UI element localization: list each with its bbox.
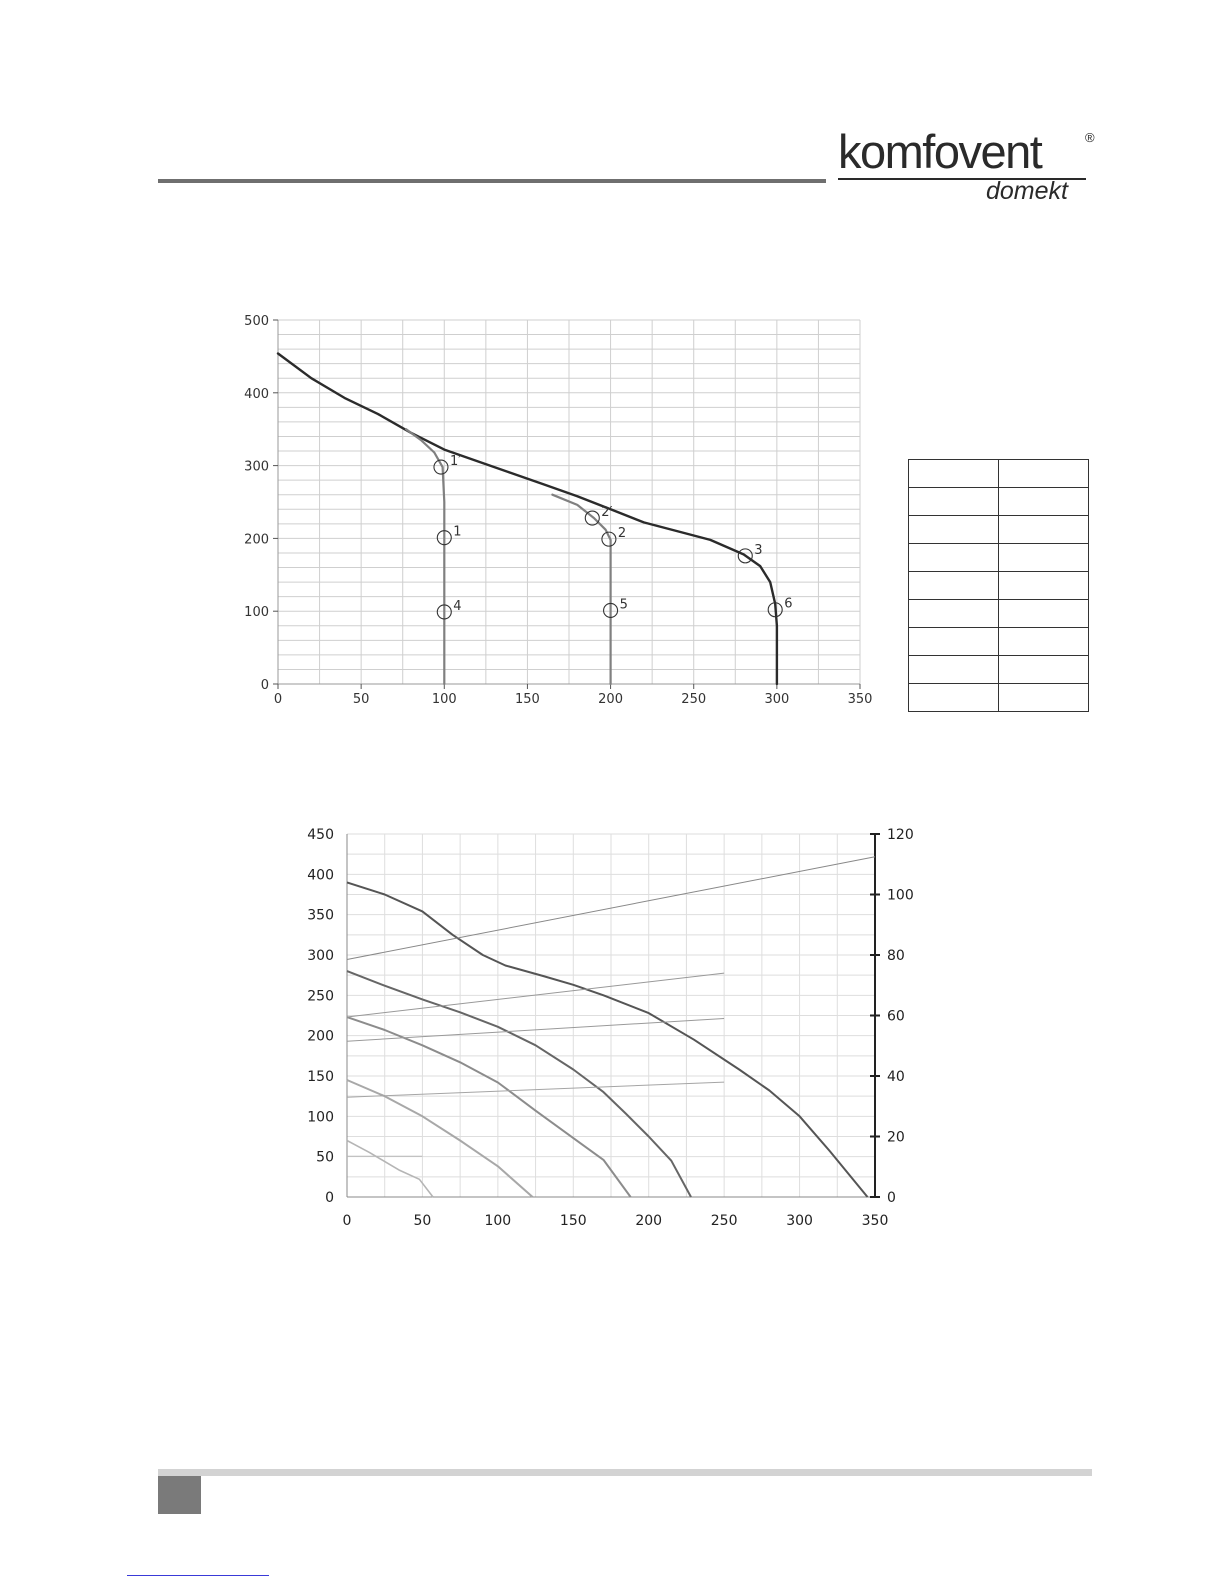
- y2-tick-label: 120: [887, 827, 914, 843]
- legend-table: [908, 459, 1089, 712]
- pressure-curve-2: [347, 971, 691, 1197]
- y-tick-label: 350: [307, 907, 334, 924]
- table-cell: [999, 516, 1089, 544]
- operating-point-label: 1: [453, 524, 462, 540]
- x-tick-label: 50: [352, 692, 370, 707]
- operating-point-label: 5: [619, 597, 628, 613]
- table-cell: [909, 544, 999, 572]
- operating-point-label: 2′: [601, 505, 613, 521]
- table-cell: [909, 488, 999, 516]
- operating-point-label: 2: [617, 526, 627, 542]
- x-tick-label: 150: [515, 692, 540, 707]
- table-cell: [999, 628, 1089, 656]
- x-tick-label: 150: [559, 1213, 587, 1229]
- table-cell: [999, 544, 1089, 572]
- operating-point-label: 6: [784, 596, 793, 612]
- operating-point-label: 4: [453, 598, 462, 614]
- x-tick-label: 0: [273, 692, 283, 707]
- logo-brand-text: komfovent: [838, 125, 1042, 178]
- y-tick-label: 400: [244, 386, 269, 402]
- series-line-2: [406, 429, 444, 684]
- table-cell: [909, 656, 999, 684]
- y-tick-label: 250: [307, 988, 334, 1005]
- table-row: [909, 572, 1089, 600]
- fan-performance-chart: [0, 800, 1225, 1260]
- operating-point-label: 1′: [449, 454, 462, 470]
- table-row: [909, 544, 1089, 572]
- logo-registered-mark: ®: [1085, 130, 1095, 145]
- table-cell: [999, 460, 1089, 488]
- page-number-box: [158, 1476, 201, 1514]
- y-tick-label: 50: [316, 1149, 334, 1166]
- x-tick-label: 0: [342, 1213, 352, 1229]
- table-row: [909, 656, 1089, 684]
- y2-tick-label: 20: [887, 1129, 905, 1146]
- x-tick-label: 50: [413, 1213, 432, 1229]
- pressure-curve-3: [347, 1017, 631, 1197]
- x-tick-label: 300: [786, 1213, 813, 1229]
- table-cell: [999, 684, 1089, 712]
- table-cell: [999, 572, 1089, 600]
- y2-tick-label: 100: [887, 887, 914, 904]
- footer-divider: [158, 1469, 1092, 1476]
- table-cell: [909, 460, 999, 488]
- table-row: [909, 460, 1089, 488]
- operating-point-label: 3: [754, 542, 763, 558]
- y2-tick-label: 80: [887, 948, 905, 964]
- y-tick-label: 300: [244, 459, 269, 475]
- y-tick-label: 100: [307, 1109, 334, 1126]
- grid: [347, 834, 875, 1197]
- y-tick-label: 150: [307, 1069, 334, 1085]
- y-tick-label: 300: [307, 948, 334, 964]
- x-tick-label: 200: [635, 1213, 663, 1229]
- table-cell: [909, 600, 999, 628]
- table-row: [909, 628, 1089, 656]
- x-tick-label: 200: [598, 692, 623, 707]
- y-tick-label: 0: [325, 1190, 334, 1206]
- y-tick-label: 200: [244, 532, 269, 548]
- y-tick-label: 100: [244, 605, 269, 621]
- table-row: [909, 488, 1089, 516]
- y-tick-label: 200: [307, 1028, 334, 1045]
- x-tick-label: 250: [710, 1213, 738, 1229]
- table-cell: [909, 628, 999, 656]
- y-tick-label: 400: [307, 867, 334, 884]
- y2-tick-label: 60: [887, 1008, 905, 1025]
- series-line-3: [552, 495, 613, 684]
- table-cell: [999, 600, 1089, 628]
- bottom-link-underline: [127, 1575, 269, 1576]
- y-tick-label: 0: [260, 678, 269, 693]
- y2-tick-label: 0: [887, 1190, 896, 1206]
- y-tick-label: 500: [244, 314, 269, 329]
- table-row: [909, 684, 1089, 712]
- y-tick-label: 450: [307, 827, 334, 843]
- y2-tick-label: 40: [887, 1069, 905, 1085]
- table-cell: [909, 572, 999, 600]
- logo-sub-text: domekt: [986, 177, 1068, 205]
- pressure-curve-5: [347, 1141, 433, 1198]
- table-cell: [999, 488, 1089, 516]
- table-row: [909, 600, 1089, 628]
- table-cell: [909, 684, 999, 712]
- pressure-curve-1: [347, 882, 868, 1197]
- x-tick-label: 100: [484, 1213, 512, 1229]
- x-tick-label: 100: [431, 692, 457, 707]
- x-tick-label: 300: [764, 692, 790, 707]
- table-cell: [909, 516, 999, 544]
- x-tick-label: 350: [861, 1213, 889, 1229]
- x-tick-label: 250: [681, 692, 707, 707]
- x-tick-label: 350: [847, 692, 873, 707]
- table-cell: [999, 656, 1089, 684]
- table-row: [909, 516, 1089, 544]
- pressure-curve-4: [347, 1080, 533, 1197]
